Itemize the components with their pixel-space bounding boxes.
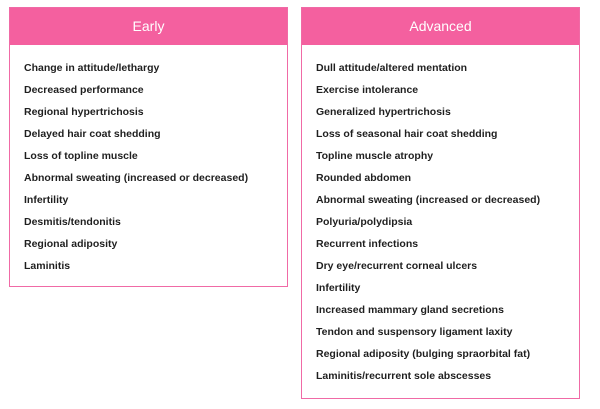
list-item: Tendon and suspensory ligament laxity [316,326,513,338]
list-item: Dry eye/recurrent corneal ulcers [316,260,478,272]
early-panel-title: Early [10,8,287,45]
list-item: Generalized hypertrichosis [316,106,451,118]
list-item: Increased mammary gland secretions [316,304,504,316]
list-item: Regional adiposity [24,238,118,250]
list-item: Desmitis/tendonitis [24,216,121,228]
list-item: Regional adiposity (bulging spraorbital fat) [316,348,531,360]
advanced-panel-title: Advanced [302,8,579,45]
list-item: Dull attitude/altered mentation [316,62,468,74]
list-item: Exercise intolerance [316,84,419,96]
list-item: Laminitis/recurrent sole abscesses [316,370,492,382]
list-item: Infertility [24,194,69,206]
list-item: Topline muscle atrophy [316,150,434,162]
list-item: Loss of topline muscle [24,150,138,162]
list-item: Loss of seasonal hair coat shedding [316,128,498,140]
advanced-panel [301,7,580,399]
advanced-list [302,45,579,387]
list-item: Infertility [316,282,361,294]
list-item: Delayed hair coat shedding [24,128,161,140]
list-item: Recurrent infections [316,238,419,250]
list-item: Abnormal sweating (increased or decreased) [24,172,249,184]
list-item: Abnormal sweating (increased or decreased) [316,194,541,206]
list-item: Rounded abdomen [316,172,412,184]
list-item: Polyuria/polydipsia [316,216,413,228]
early-list [10,45,287,277]
list-item: Regional hypertrichosis [24,106,144,118]
list-item: Laminitis [24,260,71,272]
list-item: Decreased performance [24,84,144,96]
list-item: Change in attitude/lethargy [24,62,160,74]
early-panel [9,7,288,287]
